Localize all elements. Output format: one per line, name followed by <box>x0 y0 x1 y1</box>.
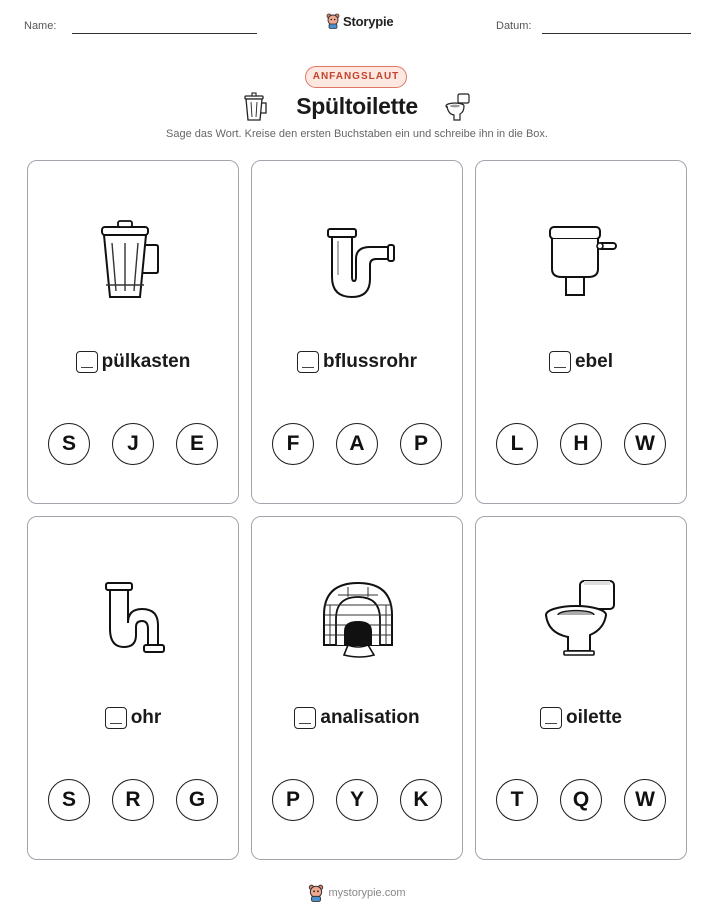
word-fragment: pülkasten <box>101 351 191 372</box>
letter-choice[interactable]: W <box>624 423 666 465</box>
letter-choice[interactable]: Y <box>336 779 378 821</box>
letter-choice[interactable]: E <box>176 423 218 465</box>
letter-choice[interactable]: R <box>112 779 154 821</box>
storypie-mascot-icon <box>308 884 324 902</box>
word-row <box>28 347 238 377</box>
word-fragment: analisation <box>320 707 420 728</box>
letter-choice[interactable]: Q <box>560 779 602 821</box>
word-row <box>476 347 686 377</box>
word-card <box>27 160 239 504</box>
brand-logo <box>326 13 393 29</box>
footer-site: mystorypie.com <box>328 887 406 899</box>
letter-choice[interactable]: T <box>496 779 538 821</box>
letter-choice[interactable]: P <box>272 779 314 821</box>
letter-choice[interactable]: S <box>48 423 90 465</box>
letter-choice[interactable]: G <box>176 779 218 821</box>
word-fragment: bflussrohr <box>323 351 417 372</box>
letter-choice[interactable]: F <box>272 423 314 465</box>
word-fragment: ebel <box>574 351 614 372</box>
sewer-tunnel-icon <box>308 575 408 659</box>
toilet-icon <box>532 575 632 659</box>
trash-bin-icon <box>84 219 184 303</box>
letter-choice[interactable]: L <box>496 423 538 465</box>
anfangslaut-badge: ANFANGSLAUT <box>305 66 407 88</box>
date-label: Datum: <box>496 20 532 32</box>
word-card <box>475 516 687 860</box>
answer-box[interactable] <box>294 707 316 729</box>
letter-choice[interactable]: P <box>400 423 442 465</box>
brand-name: Storypie <box>343 13 394 29</box>
letter-choice[interactable]: K <box>400 779 442 821</box>
letter-choice[interactable]: A <box>336 423 378 465</box>
letter-choice[interactable]: W <box>624 779 666 821</box>
answer-box[interactable] <box>549 351 571 373</box>
word-fragment: oilette <box>566 707 622 728</box>
word-fragment: ohr <box>130 707 162 728</box>
word-card <box>27 516 239 860</box>
page-title: Spültoilette <box>296 93 418 119</box>
word-row <box>252 703 462 733</box>
word-row <box>28 703 238 733</box>
instruction-text: Sage das Wort. Kreise den ersten Buchstaben ein und schreibe ihn in die Box. <box>166 128 548 140</box>
toilet-tank-lever-icon <box>532 219 632 303</box>
storypie-mascot-icon <box>326 13 340 29</box>
answer-box[interactable] <box>76 351 98 373</box>
answer-box[interactable] <box>105 707 127 729</box>
letter-choice[interactable]: J <box>112 423 154 465</box>
word-row <box>476 703 686 733</box>
pipe-icon <box>84 575 184 659</box>
drain-pipe-icon <box>308 219 408 303</box>
toilet-small-icon <box>444 91 472 123</box>
word-card <box>475 160 687 504</box>
date-field-line[interactable] <box>542 33 691 34</box>
answer-box[interactable] <box>297 351 319 373</box>
word-card <box>251 516 463 860</box>
letter-choice[interactable]: S <box>48 779 90 821</box>
word-row <box>252 347 462 377</box>
answer-box[interactable] <box>540 707 562 729</box>
word-card <box>251 160 463 504</box>
letter-choice[interactable]: H <box>560 423 602 465</box>
footer <box>0 884 714 902</box>
name-label: Name: <box>24 20 57 32</box>
name-field-line[interactable] <box>72 33 257 34</box>
